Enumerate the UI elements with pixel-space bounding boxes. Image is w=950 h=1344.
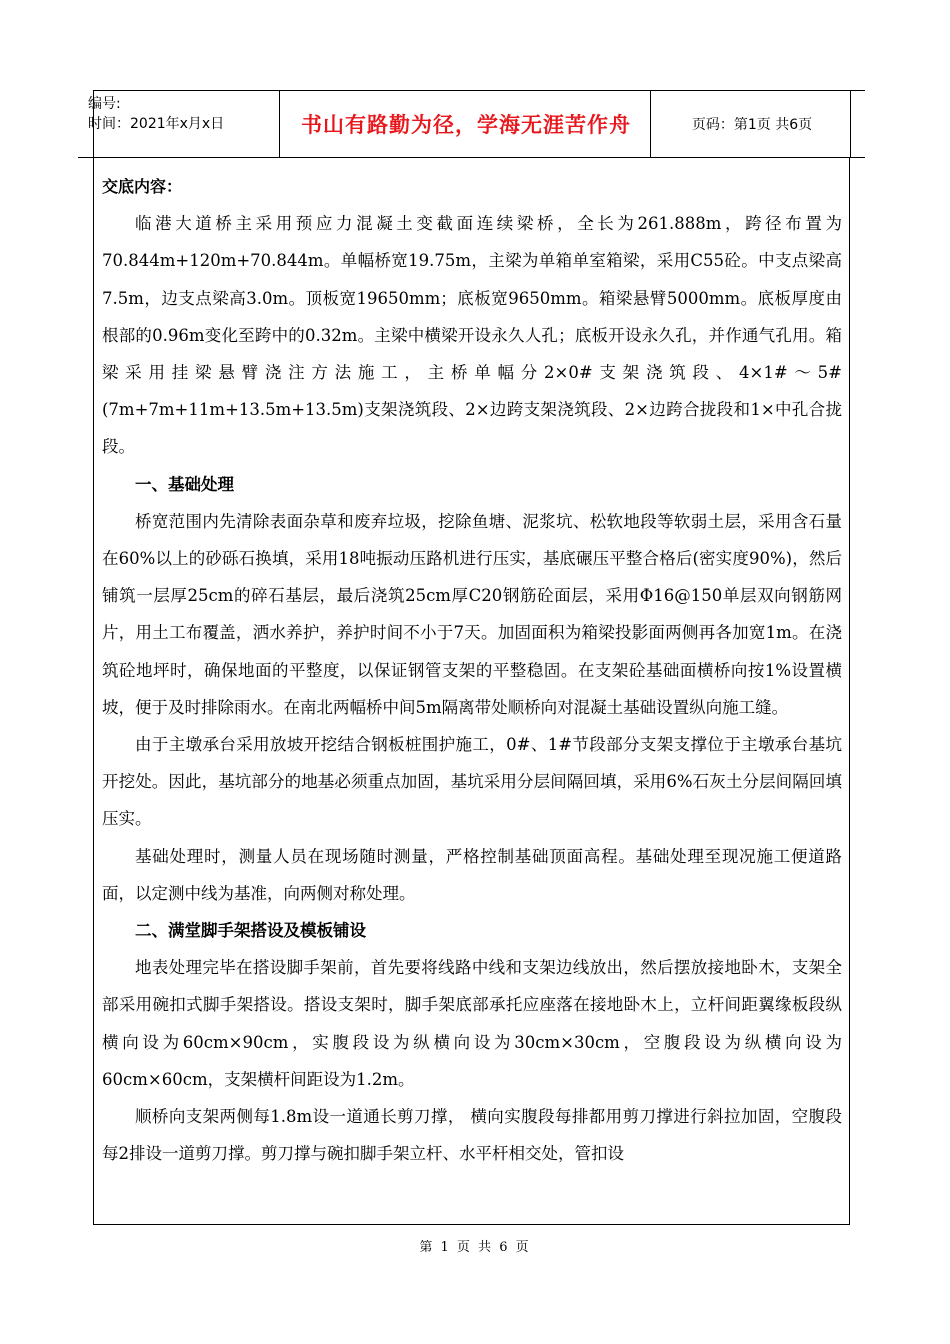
section-1-paragraph-3: 基础处理时，测量人员在现场随时测量，严格控制基础顶面高程。基础处理至现况施工便道路面，以定测中线为基准，向两侧对称处理。 [102,846,842,903]
header-divider-2 [279,90,280,158]
header-info-cell [88,94,224,134]
header-motto: 书山有路勤为径，学海无涯苦作舟 [301,113,631,137]
header-top-border [93,90,865,91]
section-2-paragraph-2: 顺桥向支架两侧每1.8m设一道通长剪刀撑， 横向实腹段每排都用剪刀撑进行斜拉加固，空腹段每2排设一道剪刀撑。剪刀撑与碗扣脚手架立杆、水平杆相交处，管扣设 [102,1107,842,1164]
section-2-title: 二、满堂脚手架搭设及模板铺设 [135,921,366,941]
intro-label: 交底内容： [102,177,183,196]
page-footer: 第 1 页 共 6 页 [419,1240,531,1255]
intro-paragraph: 临港大道桥主采用预应力混凝土变截面连续梁桥，全长为261.888m，跨径布置为70.844m+120m+70.844m。单幅桥宽19.75m，主梁为单箱单室箱梁，采用C55砼。中支点梁高7.5m，边支点梁高3.0m。顶板宽19650mm；底板宽9650mm。箱梁悬臂5000mm。底板厚度由根部的0.96m变化至跨中的0.32m。主梁中横梁开设永久人孔；底板开设永久孔，并作通气孔用。箱梁采用挂梁悬臂浇注方法施工，主桥单幅分2×0#支架浇筑段、4×1#～5#(7m+7m+11m+13.5m+13.5m)支架浇筑段、2×边跨支架浇筑段、2×边跨合拢段和1×中孔合拢段。 [102,214,842,457]
document-number-label: 编号: [88,96,121,112]
section-1-paragraph-2: 由于主墩承台采用放坡开挖结合钢板桩围护施工，0#、1#节段部分支架支撑位于主墩承台基坑开挖处。因此，基坑部分的地基必须重点加固，基坑采用分层间隔回填，采用6%石灰土分层间隔回填压实。 [102,735,842,829]
section-1-paragraph-1: 桥宽范围内先清除表面杂草和废弃垃圾，挖除鱼塘、泥浆坑、松软地段等软弱土层，采用含石量在60%以上的砂砾石换填，采用18吨振动压路机进行压实，基底碾压平整合格后(密实度90%)，然后铺筑一层厚25cm的碎石基层，最后浇筑25cm厚C20钢筋砼面层，采用Φ16@150单层双向钢筋网片，用土工布覆盖，洒水养护，养护时间不小于7天。加固面积为箱梁投影面两侧再各加宽1m。在浇筑砼地坪时，确保地面的平整度，以保证钢管支架的平整稳固。在支架砼基础面横桥向按1%设置横坡，便于及时排除雨水。在南北两幅桥中间5m隔离带处顺桥向对混凝土基础设置纵向施工缝。 [102,511,842,717]
header-divider-4 [850,90,851,158]
section-1-title: 一、基础处理 [135,474,234,494]
document-time-label: 时间：2021年x月x日 [88,116,225,132]
document-body [102,168,842,1172]
header-divider-3 [650,90,651,158]
section-2-paragraph-1: 地表处理完毕在搭设脚手架前，首先要将线路中线和支架边线放出，然后摆放接地卧木，支架全部采用碗扣式脚手架搭设。搭设支架时，脚手架底部承托应座落在接地卧木上，立杆间距翼缘板段纵横向设为60cm×90cm，实腹段设为纵横向设为30cm×30cm，空腹段设为纵横向设为60cm×60cm，支架横杆间距设为1.2m。 [102,958,842,1089]
header-page-info: 页码：第1页 共6页 [691,117,813,133]
